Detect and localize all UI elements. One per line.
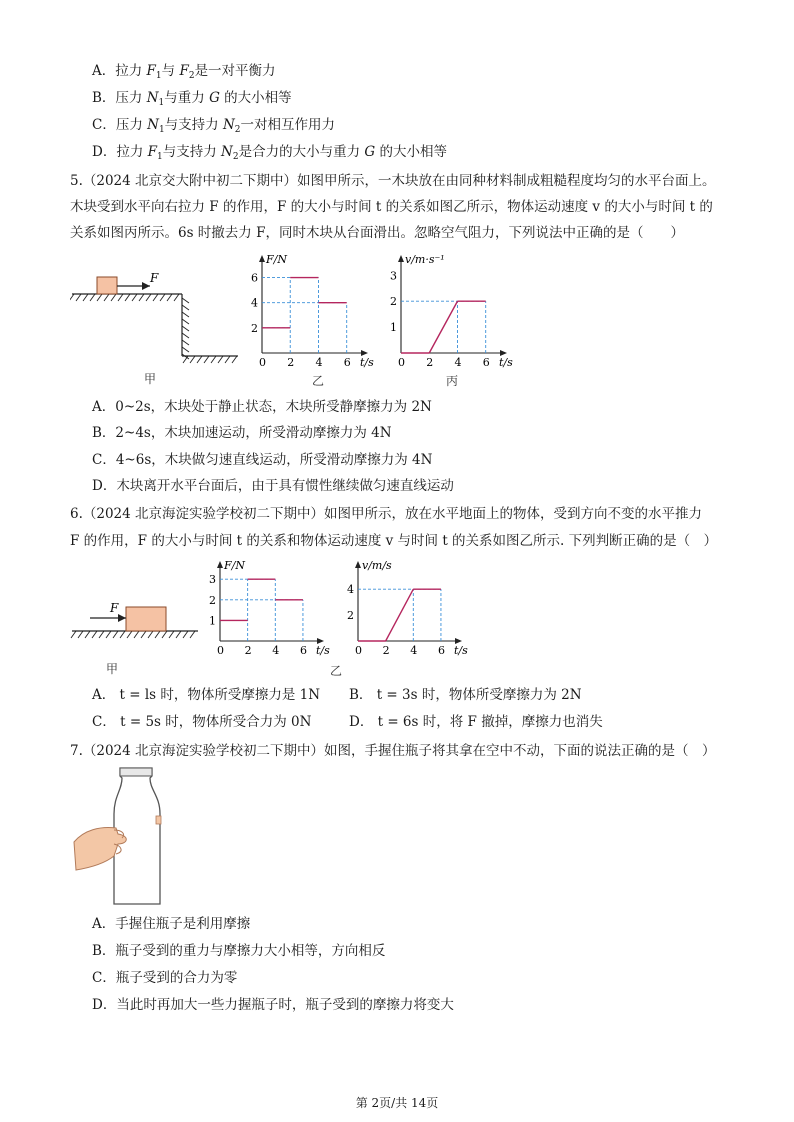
q6-figure-jia xyxy=(70,598,210,648)
y-axis-arrow xyxy=(355,561,361,568)
hatch-mark xyxy=(113,631,118,638)
hatch-mark xyxy=(92,631,97,638)
y-axis-label: F/N xyxy=(224,559,245,572)
y-tick-label: 2 xyxy=(209,593,216,607)
hatch-mark xyxy=(71,631,76,638)
q5-chart-force xyxy=(248,250,383,375)
y-axis-arrow xyxy=(398,255,404,262)
y-tick-label: 3 xyxy=(390,269,397,283)
q5-caption-jia: 甲 xyxy=(144,372,157,386)
q5-caption-bing: 丙 xyxy=(446,374,459,388)
x-tick-label: 6 xyxy=(343,356,351,369)
hatch-mark xyxy=(148,631,153,638)
y-axis-arrow xyxy=(259,255,265,262)
hatch-mark xyxy=(104,294,109,301)
hatch-mark xyxy=(153,294,158,301)
q5-option-d: D．木块离开水平台面后，由于具有惯性继续做匀速直线运动 xyxy=(92,478,454,494)
y-tick-label: 4 xyxy=(251,296,258,310)
y-tick-label: 2 xyxy=(390,295,397,309)
y-axis-arrow xyxy=(217,561,223,568)
x-tick-label: 6 xyxy=(482,356,490,369)
q5-figure-jia xyxy=(70,268,250,368)
q6-option-b: B． t = 3s 时，物体所受摩擦力为 2N xyxy=(349,687,582,703)
hatch-mark xyxy=(182,326,189,331)
x-tick-label: 4 xyxy=(272,644,280,657)
q5-chart-velocity xyxy=(387,250,527,375)
y-tick-label: 4 xyxy=(347,583,354,597)
x-tick-label: 2 xyxy=(244,644,252,657)
q6-stem-line2: F 的作用，F 的大小与时间 t 的关系和物体运动速度 v 与时间 t 的关系如图乙所示. 下列判断正确的是（ ） xyxy=(70,533,718,549)
q7-option-d: D．当此时再加大一些力握瓶子时，瓶子受到的摩擦力将变大 xyxy=(92,997,454,1013)
hatch-mark xyxy=(132,294,137,301)
hatch-mark xyxy=(141,631,146,638)
hatch-mark xyxy=(182,312,189,317)
q4-option-d: D．拉力 $F_1$与支持力 $N_2$是合力的大小与重力 G 的大小相等 xyxy=(92,144,447,162)
hatch-mark xyxy=(174,294,179,301)
y-tick-label: 1 xyxy=(390,321,397,335)
hatch-mark xyxy=(134,631,139,638)
x-axis-label: t/s xyxy=(360,356,374,369)
q5-force-label: F xyxy=(150,271,159,285)
hatch-mark xyxy=(85,631,90,638)
hatch-mark xyxy=(167,294,172,301)
y-axis-label: v/m·s⁻¹ xyxy=(405,253,445,266)
q4-option-a: A．拉力 $F_1$与 $F_2$是一对平衡力 xyxy=(92,63,276,81)
bottle-in-hand-illustration xyxy=(70,764,170,909)
hatch-mark xyxy=(182,340,189,345)
hatch-mark xyxy=(225,356,230,363)
q5-stem-line3: 关系如图丙所示。6s 时撤去力 F，同时木块从台面滑出。忽略空气阻力，下列说法中正确的是（ ） xyxy=(70,225,684,241)
hatch-mark xyxy=(176,631,181,638)
x-axis-label: t/s xyxy=(454,644,468,657)
y-axis-label: v/m/s xyxy=(362,559,392,572)
q6-caption-yi: 乙 xyxy=(330,664,343,678)
q7-option-c: C．瓶子受到的合力为零 xyxy=(92,970,238,986)
x-tick-label: 0 xyxy=(398,356,405,369)
hatch-mark xyxy=(182,319,189,324)
y-tick-label: 3 xyxy=(209,573,216,587)
x-tick-label: 0 xyxy=(259,356,266,369)
q7-stem: 7.（2024 北京海淀实验学校初二下期中）如图，手握住瓶子将其拿在空中不动，下面的说法正确的是（ ） xyxy=(70,743,716,759)
y-axis-label: F/N xyxy=(266,253,287,266)
hatch-mark xyxy=(190,631,195,638)
x-tick-label: 2 xyxy=(287,356,295,369)
x-tick-label: 0 xyxy=(217,644,224,657)
hatch-mark xyxy=(155,631,160,638)
hatch-mark xyxy=(76,294,81,301)
x-tick-label: 2 xyxy=(382,644,390,657)
hatch-mark xyxy=(111,294,116,301)
y-tick-label: 6 xyxy=(251,271,258,285)
x-axis-label: t/s xyxy=(316,644,330,657)
page-footer: 第 2页/共 14页 xyxy=(355,1096,439,1110)
x-tick-label: 4 xyxy=(315,356,323,369)
hatch-mark xyxy=(146,294,151,301)
q7-option-a: A．手握住瓶子是利用摩擦 xyxy=(92,916,251,932)
q6-chart-force xyxy=(208,558,343,660)
hatch-mark xyxy=(120,631,125,638)
x-tick-label: 2 xyxy=(426,356,434,369)
hatch-mark xyxy=(139,294,144,301)
hatch-mark xyxy=(70,294,74,301)
x-tick-label: 6 xyxy=(299,644,307,657)
q5-option-a: A．0~2s，木块处于静止状态，木块所受静摩擦力为 2N xyxy=(92,399,432,415)
data-segment xyxy=(429,301,457,353)
y-tick-label: 2 xyxy=(347,609,354,623)
q6-option-a: A． t = ls 时，物体所受摩擦力是 1N xyxy=(92,687,321,703)
q5-caption-yi: 乙 xyxy=(312,374,325,388)
x-tick-label: 4 xyxy=(454,356,462,369)
hatch-mark xyxy=(197,356,202,363)
hatch-mark xyxy=(90,294,95,301)
hatch-mark xyxy=(106,631,111,638)
q6-option-d: D． t = 6s 时，将 F 撤掉，摩擦力也消失 xyxy=(349,714,603,730)
q4-option-c: C．压力 $N_1$与支持力 $N_2$一对相互作用力 xyxy=(92,117,336,135)
q5-stem-line1: 5.（2024 北京交大附中初二下期中）如图甲所示，一木块放在由同种材料制成粗糙程度均匀的水平台面上。 xyxy=(70,173,716,189)
q5-stem-line2: 木块受到水平向右拉力 F 的作用，F 的大小与时间 t 的关系如图乙所示，物体运动速度 v 的大小与时间 t 的 xyxy=(70,199,713,215)
hatch-mark xyxy=(211,356,216,363)
hatch-mark xyxy=(162,631,167,638)
data-segment xyxy=(386,589,414,641)
q6-stem-line1: 6.（2024 北京海淀实验学校初二下期中）如图甲所示，放在水平地面上的物体，受到方向不变的水平推力 xyxy=(70,506,703,522)
hatch-mark xyxy=(97,294,102,301)
q6-chart-velocity xyxy=(344,558,484,660)
hatch-mark xyxy=(190,356,195,363)
hatch-mark xyxy=(204,356,209,363)
x-tick-label: 0 xyxy=(355,644,362,657)
q4-option-b: B．压力 $N_1$与重力 G 的大小相等 xyxy=(92,90,292,108)
hatch-mark xyxy=(218,356,223,363)
hatch-mark xyxy=(182,333,189,338)
hatch-mark xyxy=(232,356,237,363)
hatch-mark xyxy=(160,294,165,301)
y-tick-label: 2 xyxy=(251,321,258,335)
hatch-mark xyxy=(183,631,188,638)
hatch-mark xyxy=(182,298,189,303)
x-axis-label: t/s xyxy=(499,356,513,369)
y-tick-label: 1 xyxy=(209,614,216,628)
hatch-mark xyxy=(78,631,83,638)
x-tick-label: 4 xyxy=(410,644,418,657)
hatch-mark xyxy=(182,305,189,310)
q5-option-b: B．2~4s，木块加速运动，所受滑动摩擦力为 4N xyxy=(92,425,392,441)
q6-force-label: F xyxy=(110,601,119,615)
q6-option-c: C． t = 5s 时，物体所受合力为 0N xyxy=(92,714,312,730)
hatch-mark xyxy=(182,347,189,352)
q7-option-b: B．瓶子受到的重力与摩擦力大小相等，方向相反 xyxy=(92,943,386,959)
q5-option-c: C．4~6s，木块做匀速直线运动，所受滑动摩擦力为 4N xyxy=(92,452,433,468)
hatch-mark xyxy=(118,294,123,301)
hatch-mark xyxy=(127,631,132,638)
hatch-mark xyxy=(125,294,130,301)
q6-caption-jia: 甲 xyxy=(106,662,119,676)
hatch-mark xyxy=(99,631,104,638)
x-tick-label: 6 xyxy=(437,644,445,657)
hatch-mark xyxy=(169,631,174,638)
hatch-mark xyxy=(83,294,88,301)
